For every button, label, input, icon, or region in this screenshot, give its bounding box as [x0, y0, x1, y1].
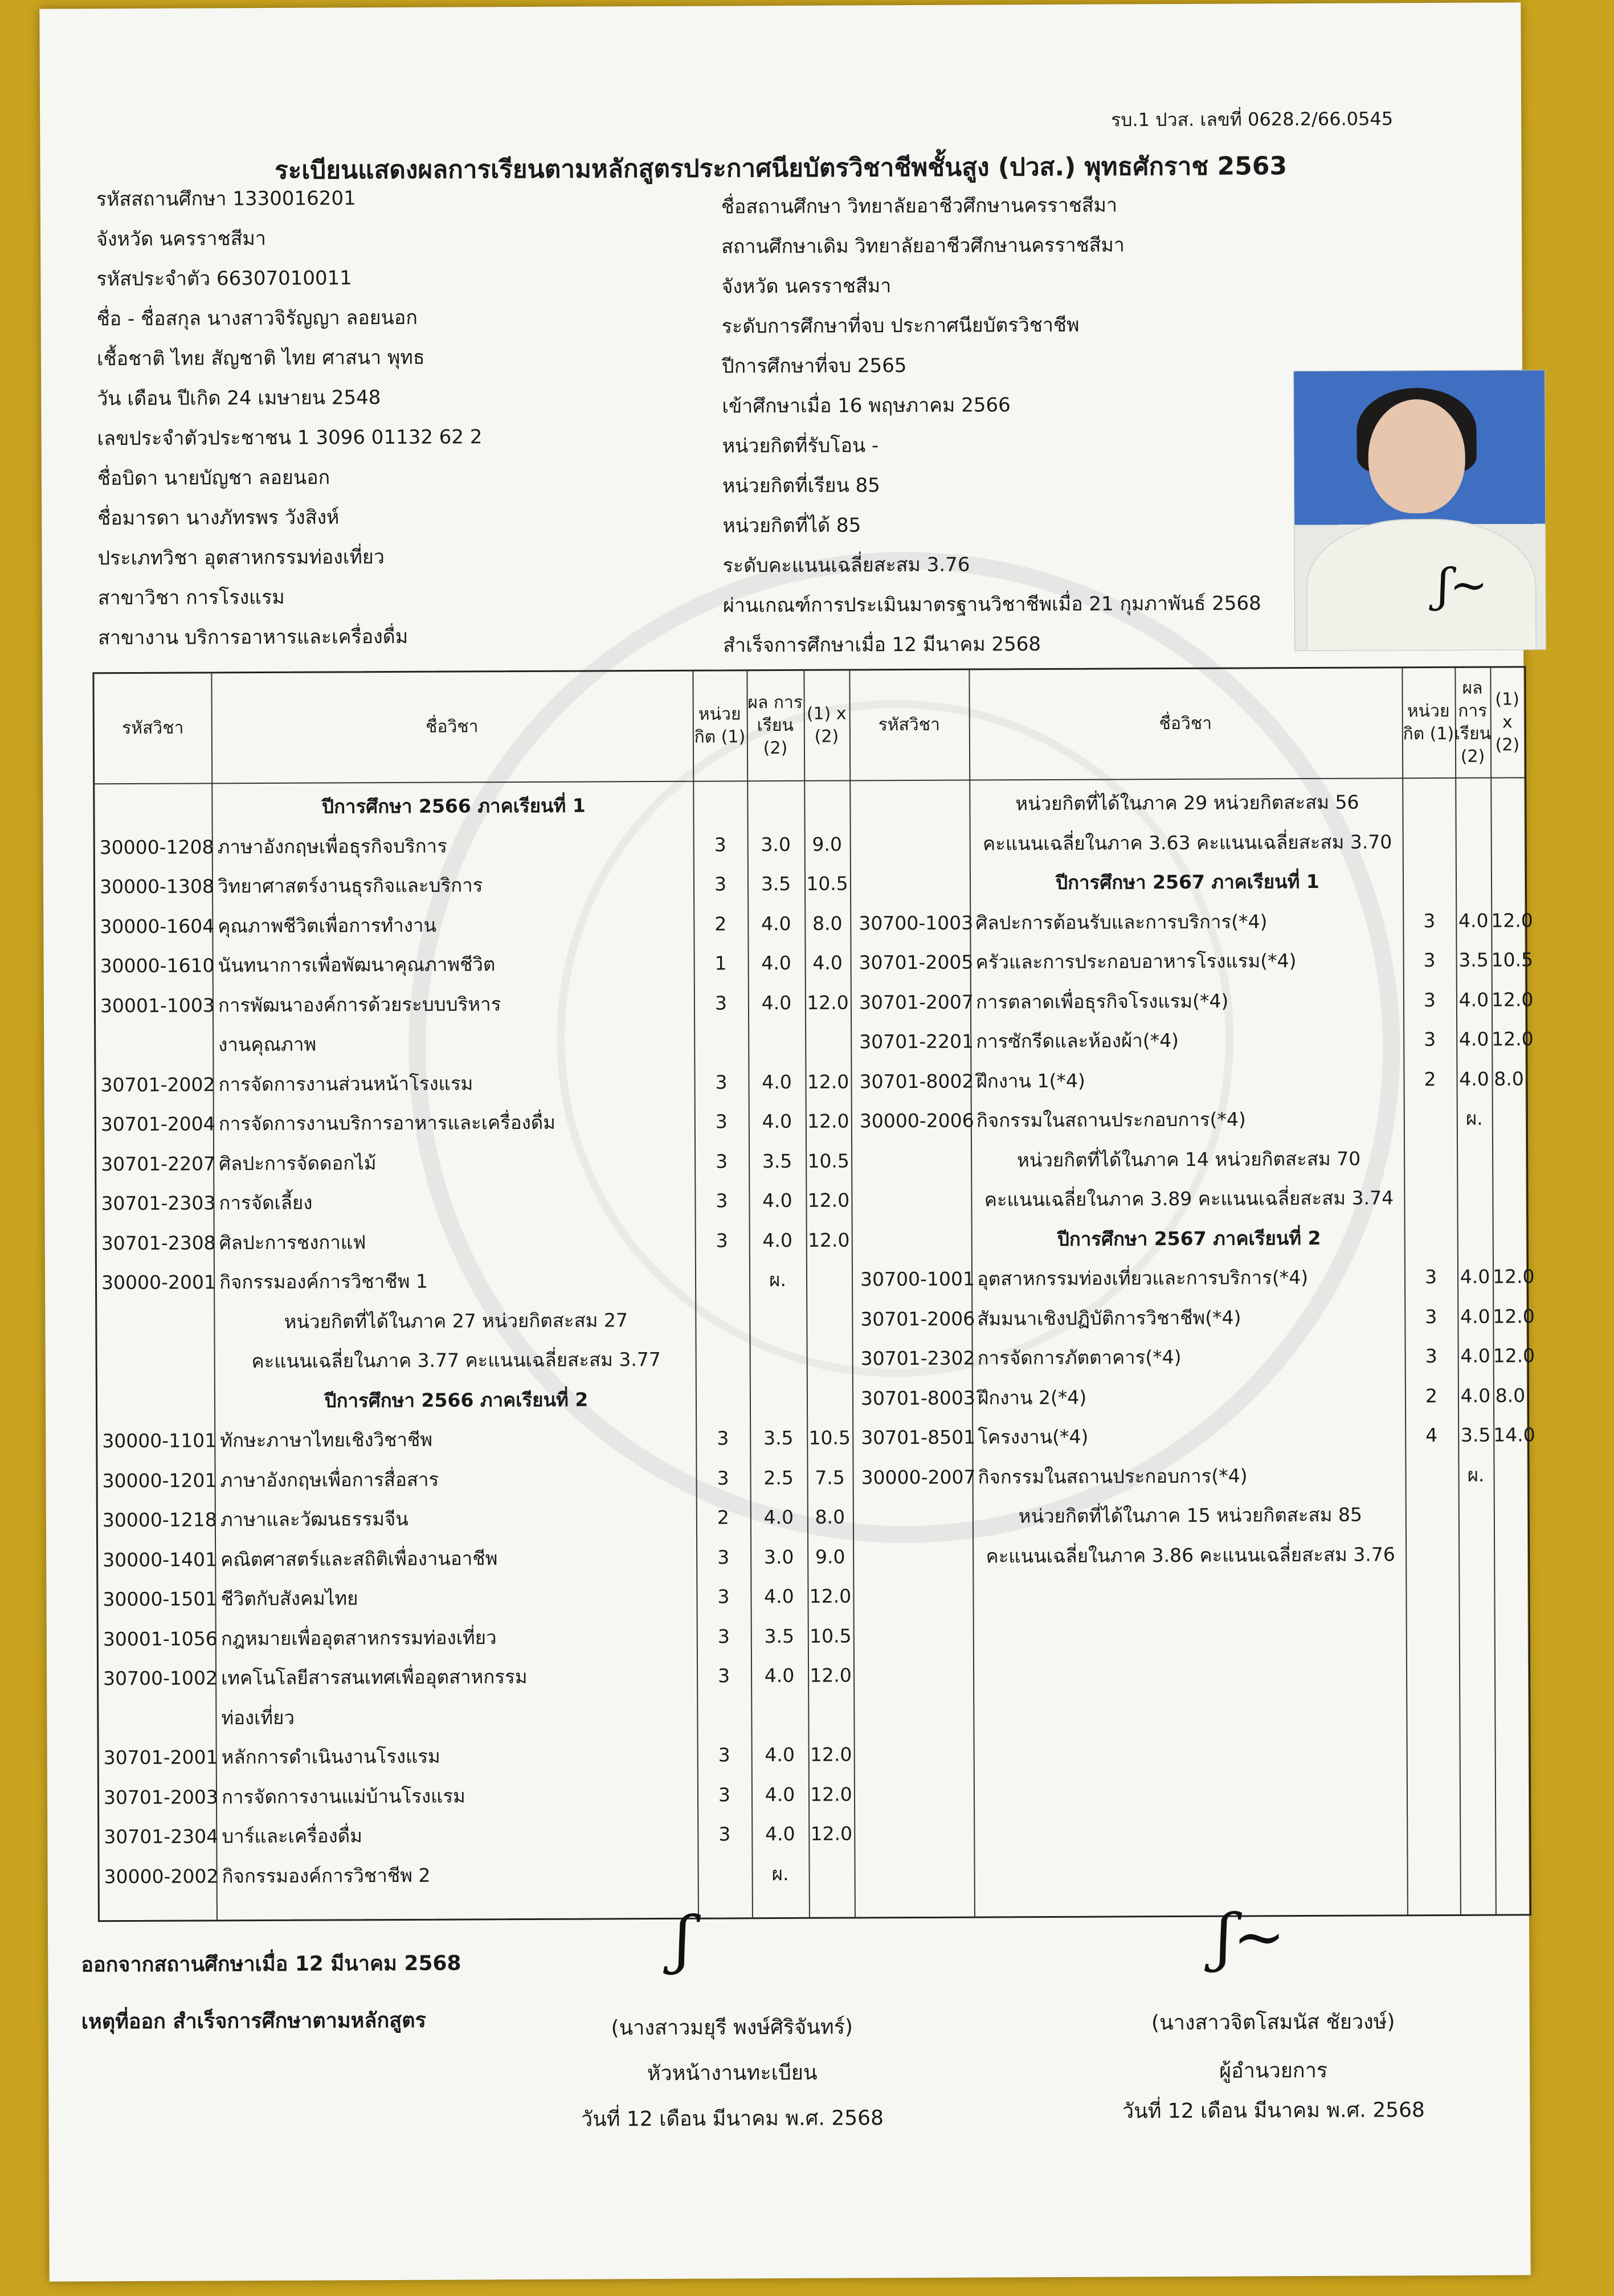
course-grade: 4.0	[762, 1070, 792, 1093]
course-points: 12.0	[807, 991, 849, 1014]
header-name-left: ชื่อวิชา	[426, 717, 479, 737]
course-grade: 4.0	[1460, 1265, 1490, 1288]
course-grade: ผ.	[771, 1862, 789, 1885]
info-line: หน่วยกิตที่ได้ 85	[722, 514, 861, 538]
course-code: 30700-1003	[859, 911, 974, 934]
course-name: การจัดการงานบริการอาหารและเครื่องดื่ม	[218, 1111, 556, 1135]
course-grade: 4.0	[762, 1189, 792, 1212]
course-code: 30000-1101	[102, 1429, 217, 1452]
course-code: 30000-1401	[103, 1548, 218, 1571]
course-name: นันทนาการเพื่อพัฒนาคุณภาพชีวิต	[218, 953, 496, 977]
course-points: 12.0	[810, 1782, 852, 1806]
course-grade: 4.0	[761, 912, 791, 935]
course-credit: 3	[717, 1466, 729, 1489]
course-credit: 3	[1423, 909, 1436, 932]
student-photo	[1293, 370, 1546, 651]
course-points: 4.0	[812, 951, 843, 974]
semester-summary: หน่วยกิตที่ได้ในภาค 27 หน่วยกิตสะสม 27	[284, 1308, 628, 1333]
course-grade: ผ.	[1467, 1463, 1485, 1486]
course-code: 30000-1604	[100, 914, 215, 938]
info-line: ระดับการศึกษาที่จบ ประกาศนียบัตรวิชาชีพ	[721, 313, 1080, 338]
course-name: กิจกรรมในสถานประกอบการ(*4)	[976, 1108, 1246, 1132]
info-line: รหัสสถานศึกษา 1330016201	[96, 187, 356, 211]
course-grade: 3.5	[763, 1426, 794, 1450]
course-name: ศิลปะการชงกาแฟ	[219, 1230, 366, 1254]
course-name: คุณภาพชีวิตเพื่อการทำงาน	[218, 914, 437, 937]
course-grade: 4.0	[762, 1110, 792, 1133]
course-code: 30701-2304	[104, 1825, 219, 1848]
course-points: 10.5	[806, 872, 848, 895]
course-grade: 4.0	[1458, 988, 1489, 1011]
course-credit: 3	[716, 1189, 728, 1212]
course-credit: 3	[718, 1823, 731, 1845]
course-points: 10.5	[807, 1149, 849, 1172]
course-name: ฝึกงาน 2(*4)	[977, 1386, 1087, 1409]
document-title: ระเบียนแสดงผลการเรียนตามหลักสูตรประกาศนียบัตรวิชาชีพชั้นสูง (ปวส.) พุทธศักราช 2563	[274, 152, 1288, 185]
course-points: 12.0	[1491, 988, 1534, 1011]
registrar-name: (นางสาวมยุรี พงษ์ศิริจันทร์)	[611, 2015, 853, 2040]
course-credit: 3	[1424, 1028, 1436, 1051]
course-grade: 2.5	[763, 1466, 794, 1489]
course-name: การตลาดเพื่อธุรกิจโรงแรม(*4)	[975, 989, 1229, 1013]
course-grade: ผ.	[769, 1268, 787, 1291]
course-name: กฎหมายเพื่ออุตสาหกรรมท่องเที่ยว	[220, 1626, 497, 1650]
leave-reason: เหตุที่ออก สำเร็จการศึกษาตามหลักสูตร	[81, 2008, 427, 2034]
semester-summary: คะแนนเฉลี่ยในภาค 3.86 คะแนนเฉลี่ยสะสม 3.76	[986, 1542, 1395, 1567]
course-name: การจัดการงานแม่บ้านโรงแรม	[221, 1784, 465, 1808]
course-points: 12.0	[1493, 1344, 1535, 1367]
header-product-right: (1) x (2)	[1495, 689, 1520, 755]
course-code: 30001-1056	[103, 1627, 218, 1650]
info-line: เชื้อชาติ ไทย สัญชาติ ไทย ศาสนา พุทธ	[96, 346, 425, 371]
course-credit: 2	[1425, 1384, 1438, 1407]
course-name: การจัดเลี้ยง	[219, 1191, 313, 1214]
course-code: 30701-2003	[103, 1785, 218, 1808]
info-line: ชื่อมารดา นางภัทรพร วังสิงห์	[97, 506, 340, 530]
info-line: รหัสประจำตัว 66307010011	[96, 267, 352, 291]
course-name: การซักรีดและห้องผ้า(*4)	[976, 1029, 1179, 1053]
course-grade: 4.0	[1460, 1305, 1490, 1328]
course-name: บาร์และเครื่องดื่ม	[222, 1824, 363, 1848]
semester-summary: หน่วยกิตที่ได้ในภาค 15 หน่วยกิตสะสม 85	[1018, 1503, 1363, 1528]
course-points: 12.0	[807, 1189, 850, 1212]
course-code: 30000-2002	[104, 1864, 219, 1888]
header-grade-right: ผล การ เรียน (2)	[1454, 678, 1492, 767]
course-code: 30000-2006	[859, 1109, 974, 1132]
registrar-signature: ʃ	[674, 1902, 692, 1976]
header-name-right: ชื่อวิชา	[1159, 713, 1212, 734]
semester-summary: หน่วยกิตที่ได้ในภาค 14 หน่วยกิตสะสม 70	[1016, 1147, 1361, 1171]
info-line: หน่วยกิตที่เรียน 85	[722, 474, 880, 498]
course-name: หลักการดำเนินงานโรงแรม	[221, 1745, 440, 1769]
info-line: เข้าศึกษาเมื่อ 16 พฤษภาคม 2566	[722, 394, 1011, 418]
course-points: 12.0	[807, 1229, 850, 1251]
course-grade: 3.0	[763, 1545, 794, 1568]
course-code: 30000-2007	[861, 1466, 976, 1488]
info-line: สาขางาน บริการอาหารและเครื่องดื่ม	[98, 625, 408, 650]
course-credit: 3	[1425, 1305, 1437, 1328]
info-line: สำเร็จการศึกษาเมื่อ 12 มีนาคม 2568	[723, 633, 1041, 657]
course-name: สัมมนาเชิงปฏิบัติการวิชาชีพ(*4)	[977, 1306, 1241, 1330]
course-grade: 3.5	[1458, 948, 1489, 971]
director-name: (นางสาวจิตโสมนัส ชัยวงษ์)	[1151, 2010, 1395, 2035]
course-credit: 2	[714, 912, 727, 935]
header-credit-left: หน่วย กิต (1)	[694, 704, 746, 747]
course-code: 30701-8003	[860, 1386, 975, 1409]
course-grade: 3.5	[761, 872, 791, 895]
course-code: 30701-2001	[103, 1746, 218, 1769]
course-credit: 2	[717, 1506, 729, 1529]
course-code: 30701-2302	[860, 1347, 975, 1370]
course-points: 12.0	[1491, 908, 1533, 932]
course-points: 8.0	[1494, 1067, 1524, 1090]
course-grade: 4.0	[761, 951, 791, 975]
photo-signature: ʃ~	[1437, 558, 1488, 612]
course-grade: 4.0	[765, 1822, 795, 1845]
info-line: วัน เดือน ปีเกิด 24 เมษายน 2548	[97, 386, 381, 411]
course-name: กิจกรรมองค์การวิชาชีพ 1	[219, 1270, 428, 1294]
header-code-right: รหัสวิชา	[878, 714, 941, 735]
course-name: กิจกรรมในสถานประกอบการ(*4)	[978, 1464, 1248, 1488]
course-points: 8.0	[1495, 1384, 1526, 1407]
info-line: ชื่อบิดา นายบัญชา ลอยนอก	[97, 466, 330, 490]
course-credit: 1	[714, 952, 727, 975]
course-grade: 4.0	[765, 1783, 795, 1806]
course-points: 12.0	[807, 1070, 849, 1093]
course-code: 30701-2005	[859, 951, 974, 974]
course-credit: 3	[1423, 988, 1436, 1011]
course-grade: ผ.	[1465, 1107, 1483, 1129]
course-code: 30000-1201	[102, 1468, 217, 1492]
course-name: การจัดการภัตตาคาร(*4)	[977, 1345, 1182, 1369]
semester-heading: ปีการศึกษา 2567 ภาคเรียนที่ 2	[1057, 1226, 1321, 1250]
course-points: 12.0	[810, 1743, 852, 1766]
info-line: สถานศึกษาเดิม วิทยาลัยอาชีวศึกษานครราชสีมา	[721, 234, 1125, 259]
course-name: กิจกรรมองค์การวิชาชีพ 2	[222, 1864, 431, 1887]
course-points: 12.0	[809, 1585, 852, 1607]
course-name: งานคุณภาพ	[218, 1033, 317, 1056]
course-points: 10.5	[1491, 948, 1534, 971]
info-line: สาขาวิชา การโรงแรม	[97, 586, 285, 610]
course-name: ภาษาอังกฤษเพื่อการสื่อสาร	[220, 1468, 439, 1491]
course-name: ภาษาและวัฒนธรรมจีน	[220, 1507, 408, 1531]
course-code: 30701-2308	[101, 1231, 216, 1254]
course-grade: 4.0	[763, 1505, 794, 1529]
course-grade: 4.0	[761, 991, 792, 1014]
course-code: 30701-8501	[861, 1426, 976, 1449]
course-points: 12.0	[1492, 1028, 1534, 1050]
course-grade: 3.5	[764, 1624, 795, 1647]
header-code-left: รหัสวิชา	[122, 718, 184, 739]
info-line: จังหวัด นครราชสีมา	[96, 227, 267, 251]
grades-table	[92, 666, 1535, 1922]
course-name: ศิลปะการต้อนรับและการบริการ(*4)	[975, 910, 1268, 934]
course-name: คณิตศาสตร์และสถิติเพื่องานอาชีพ	[220, 1546, 498, 1570]
course-credit: 4	[1425, 1424, 1438, 1447]
course-code: 30701-2002	[100, 1073, 215, 1096]
course-grade: 3.5	[1460, 1423, 1491, 1446]
registrar-date: วันที่ 12 เดือน มีนาคม พ.ศ. 2568	[581, 2106, 884, 2131]
course-credit: 3	[716, 1229, 728, 1252]
course-credit: 3	[717, 1585, 730, 1608]
course-code: 30000-1208	[99, 835, 214, 858]
course-grade: 4.0	[764, 1664, 795, 1687]
semester-summary: คะแนนเฉลี่ยในภาค 3.63 คะแนนเฉลี่ยสะสม 3.70	[983, 830, 1392, 854]
header-product-left: (1) x (2)	[806, 703, 847, 747]
course-credit: 3	[1425, 1345, 1437, 1368]
course-credit: 3	[714, 833, 726, 856]
course-grade: 4.0	[762, 1229, 793, 1251]
header-credit-right: หน่วย กิต (1)	[1403, 701, 1454, 744]
course-name: ครัวและการประกอบอาหารโรงแรม(*4)	[975, 949, 1297, 973]
info-line: ผ่านเกณฑ์การประเมินมาตรฐานวิชาชีพเมื่อ 21 กุมภาพันธ์ 2568	[722, 592, 1261, 617]
semester-summary: หน่วยกิตที่ได้ในภาค 29 หน่วยกิตสะสม 56	[1015, 791, 1359, 815]
course-credit: 3	[714, 873, 727, 895]
course-credit: 3	[1423, 949, 1436, 972]
course-name: การจัดการงานส่วนหน้าโรงแรม	[218, 1071, 473, 1095]
semester-heading: ปีการศึกษา 2566 ภาคเรียนที่ 2	[324, 1388, 589, 1412]
course-name: ฝึกงาน 1(*4)	[976, 1069, 1085, 1092]
course-code: 30000-1218	[102, 1508, 217, 1532]
course-name: การพัฒนาองค์การด้วยระบบบริหาร	[218, 992, 501, 1016]
course-points: 7.5	[815, 1466, 845, 1489]
course-grade: 4.0	[1460, 1384, 1491, 1407]
student-info-right	[721, 185, 1261, 665]
director-title: ผู้อำนวยการ	[1219, 2058, 1328, 2083]
course-credit: 3	[717, 1545, 730, 1569]
info-line: หน่วยกิตที่รับโอน -	[722, 434, 879, 458]
header-grade-left: ผล การ เรียน (2)	[747, 692, 803, 759]
course-code: 30700-1002	[103, 1667, 218, 1690]
course-code: 30701-8002	[859, 1070, 974, 1092]
transcript-paper	[39, 2, 1535, 2281]
course-points: 9.0	[812, 833, 843, 856]
course-code: 30701-2004	[100, 1112, 215, 1136]
semester-summary: คะแนนเฉลี่ยในภาค 3.77 คะแนนเฉลี่ยสะสม 3.77	[251, 1348, 661, 1373]
course-points: 12.0	[810, 1664, 852, 1687]
course-code: 30701-2201	[859, 1030, 974, 1053]
course-name: โครงงาน(*4)	[978, 1425, 1089, 1448]
course-name: เทคโนโลยีสารสนเทศเพื่ออุตสาหกรรม	[221, 1665, 528, 1689]
course-name: ศิลปะการจัดดอกไม้	[219, 1151, 377, 1174]
info-line: ปีการศึกษาที่จบ 2565	[721, 354, 907, 378]
info-line: จังหวัด นครราชสีมา	[721, 275, 892, 298]
registrar-title: หัวหน้างานทะเบียน	[647, 2061, 818, 2086]
course-name: ชีวิตกับสังคมไทย	[220, 1587, 358, 1610]
course-code: 30001-1003	[100, 993, 215, 1017]
course-name: ท่องเที่ยว	[221, 1706, 295, 1729]
course-code: 30000-2001	[101, 1271, 216, 1294]
course-credit: 3	[1424, 1266, 1437, 1288]
leave-date: ออกจากสถานศึกษาเมื่อ 12 มีนาคม 2568	[81, 1951, 461, 1977]
director-date: วันที่ 12 เดือน มีนาคม พ.ศ. 2568	[1122, 2098, 1425, 2123]
course-credit: 3	[718, 1744, 730, 1766]
semester-heading: ปีการศึกษา 2566 ภาคเรียนที่ 1	[321, 794, 586, 818]
course-grade: 4.0	[1458, 1028, 1489, 1050]
course-code: 30701-2207	[101, 1152, 216, 1175]
course-grade: 3.0	[761, 833, 791, 856]
info-line: ระดับคะแนนเฉลี่ยสะสม 3.76	[722, 553, 970, 578]
course-code: 30000-1610	[100, 954, 215, 977]
course-points: 12.0	[807, 1110, 849, 1132]
course-name: ทักษะภาษาไทยเชิงวิชาชีพ	[220, 1428, 433, 1452]
course-points: 12.0	[1493, 1304, 1535, 1328]
course-points: 12.0	[810, 1822, 853, 1845]
course-grade: 4.0	[1460, 1344, 1490, 1367]
course-grade: 4.0	[764, 1585, 794, 1608]
course-name: อุตสาหกรรมท่องเที่ยวและการบริการ(*4)	[976, 1266, 1309, 1290]
student-info-left	[96, 178, 484, 658]
course-grade: 4.0	[1459, 1067, 1489, 1090]
course-credit: 3	[718, 1783, 731, 1806]
course-name: วิทยาศาสตร์งานธุรกิจและบริการ	[217, 874, 483, 898]
course-points: 14.0	[1493, 1423, 1535, 1446]
course-points: 10.5	[808, 1426, 851, 1449]
course-grade: 4.0	[765, 1743, 795, 1766]
course-grade: 4.0	[1458, 909, 1489, 932]
info-line: ชื่อสถานศึกษา วิทยาลัยอาชีวศึกษานครราชสีมา	[721, 194, 1118, 219]
director-signature: ʃ~	[1215, 1900, 1286, 1974]
course-credit: 3	[716, 1149, 728, 1173]
course-points: 8.0	[812, 912, 843, 935]
course-credit: 3	[717, 1427, 729, 1450]
course-credit: 3	[714, 991, 728, 1014]
course-code: 30701-2303	[101, 1192, 216, 1215]
course-credit: 3	[715, 1110, 728, 1133]
info-line: ประเภทวิชา อุตสาหกรรมท่องเที่ยว	[97, 546, 385, 570]
course-points: 9.0	[815, 1545, 845, 1568]
course-credit: 2	[1424, 1067, 1436, 1090]
course-credit: 3	[715, 1070, 728, 1094]
course-grade: 3.5	[762, 1149, 792, 1172]
course-code: 30000-1501	[103, 1587, 218, 1611]
course-code: 30701-2006	[860, 1307, 975, 1330]
document-number: รบ.1 ปวส. เลขที่ 0628.2/66.0545	[1110, 108, 1394, 131]
course-points: 8.0	[815, 1505, 845, 1528]
semester-heading: ปีการศึกษา 2567 ภาคเรียนที่ 1	[1056, 870, 1319, 894]
course-code: 30000-1308	[99, 875, 214, 898]
course-name: ภาษาอังกฤษเพื่อธุรกิจบริการ	[217, 834, 447, 858]
semester-summary: คะแนนเฉลี่ยในภาค 3.89 คะแนนเฉลี่ยสะสม 3.74	[984, 1186, 1394, 1211]
course-points: 10.5	[809, 1624, 852, 1647]
course-points: 12.0	[1492, 1265, 1535, 1288]
course-code: 30701-2007	[859, 991, 974, 1013]
course-credit: 3	[717, 1624, 730, 1648]
info-line: เลขประจำตัวประชาชน 1 3096 01132 62 2	[97, 425, 483, 451]
info-line: ชื่อ - ชื่อสกุล นางสาวจิรัญญา ลอยนอก	[96, 306, 418, 331]
course-code: 30700-1001	[860, 1267, 975, 1291]
course-credit: 3	[718, 1664, 730, 1687]
